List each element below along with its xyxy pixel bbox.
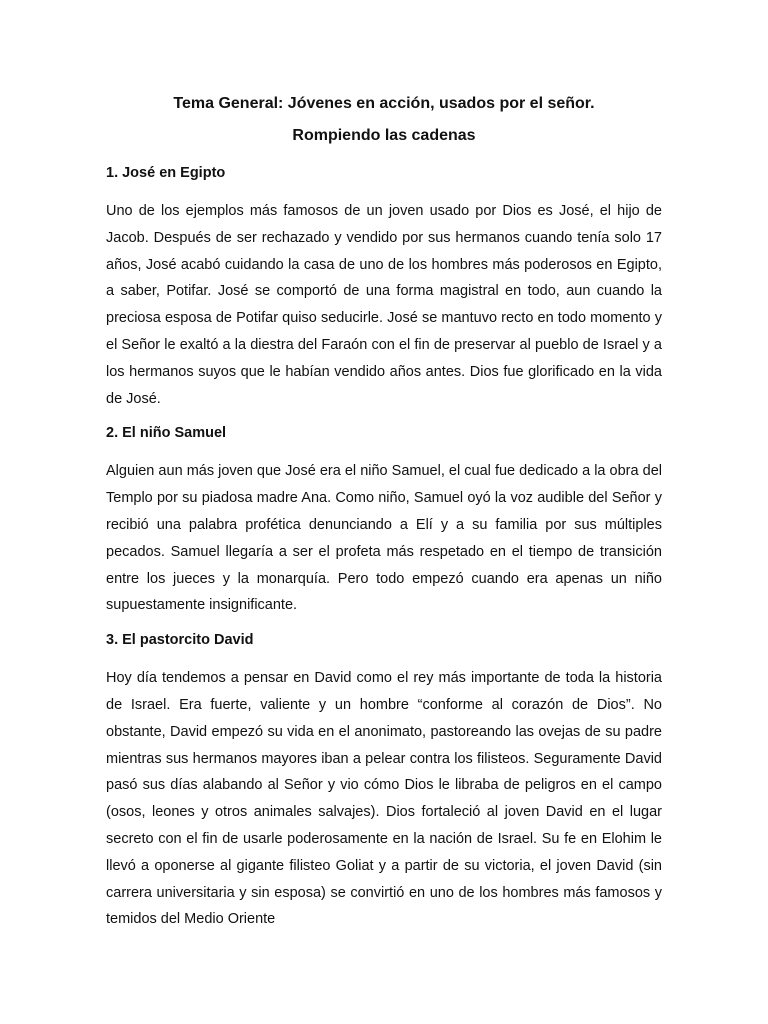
- section-heading: 1. José en Egipto: [106, 165, 226, 181]
- section-paragraph: Uno de los ejemplos más famosos de un joven usado por Dios es José, el hijo de Jacob. Después de ser rechazado y vendido por sus hermanos cuando tenía solo 17 años, José acabó cuidando la casa de uno de los hombres más poderosos en Egipto, a saber, Potifar. José se comportó de una forma magistral en todo, aun cuando la preciosa esposa de Potifar quiso seducirle. José se mantuvo recto en todo momento y el Señor le exaltó a la diestra del Faraón con el fin de preservar al pueblo de Israel y a los hermanos suyos que le habían vendido años antes. Dios fue glorificado en la vida de José.: [106, 203, 662, 407]
- section-heading: 2. El niño Samuel: [106, 425, 227, 442]
- section-david: [106, 629, 662, 933]
- document-page: [106, 88, 662, 933]
- section-paragraph: Alguien aun más joven que José era el niño Samuel, el cual fue dedicado a la obra del Templo por su piadosa madre Ana. Como niño, Samuel oyó la voz audible del Señor y recibió una palabra profética denunciando a Elí y a su familia por sus múltiples pecados. Samuel llegaría a ser el profeta más respetado en el tiempo de transición entre los jueces y la monarquía. Pero todo empezó cuando era apenas un niño supuestamente insignificante.: [106, 463, 662, 614]
- section-heading: 3. El pastorcito David: [106, 632, 254, 649]
- document-title: Tema General: Jóvenes en acción, usados por el señor.: [173, 95, 595, 112]
- section-paragraph: Hoy día tendemos a pensar en David como el rey más importante de toda la historia de Israel. Era fuerte, valiente y un hombre “conforme al corazón de Dios”. No obstante, David empezó su vida en el anonimato, pastoreando las ovejas de su padre mientras sus hermanos mayores iban a pelear contra los filisteos. Seguramente David pasó sus días alabando al Señor y vio cómo Dios le libraba de peligros en el campo (osos, leones y otros animales salvajes). Dios fortaleció al joven David en el lugar secreto con el fin de usarle poderosamente en la nación de Israel. Su fe en Elohim le llevó a oponerse al gigante filisteo Goliat y a partir de su victoria, el joven David (sin carrera universitaria y sin esposa) se convirtió en uno de los hombres más famosos y temidos del Medio Oriente: [106, 670, 662, 928]
- section-samuel: [106, 422, 662, 619]
- section-jose: [106, 162, 662, 412]
- document-subtitle: Rompiendo las cadenas: [292, 127, 476, 144]
